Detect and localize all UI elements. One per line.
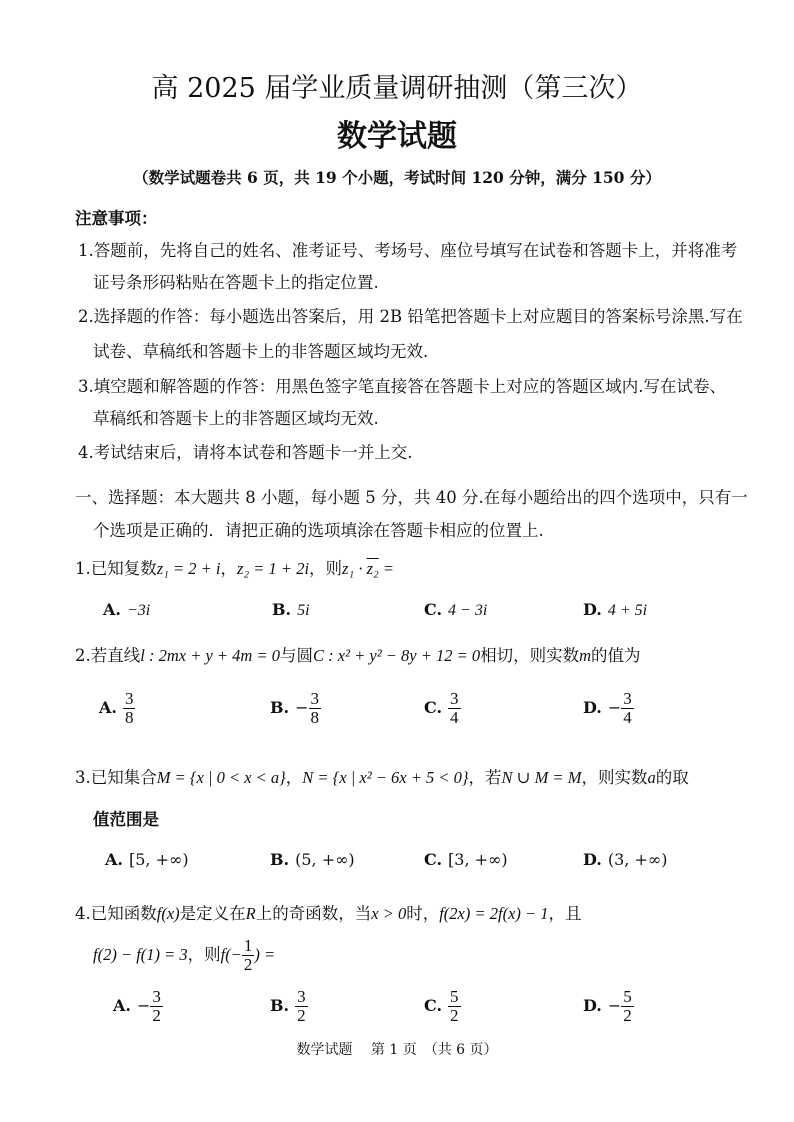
fraction-den: 2 xyxy=(297,1005,306,1025)
q1-option-b xyxy=(272,600,310,620)
option-fraction xyxy=(448,988,461,1025)
q1-prefix: 1.已知复数 xyxy=(75,559,157,578)
option-fraction xyxy=(309,690,322,727)
q1-option-a xyxy=(103,600,150,620)
fraction-num: 3 xyxy=(152,987,161,1006)
note-line: 证号条形码粘贴在答题卡上的指定位置. xyxy=(93,273,379,292)
q4-cond: x > 0 xyxy=(371,904,407,923)
note-line: 1.答题前，先将自己的姓名、准考证号、考场号、座位号填写在试卷和答题卡上，并将准考 xyxy=(78,241,738,260)
question-1 xyxy=(75,555,394,579)
q2-option-a xyxy=(99,690,135,727)
q4-option-b xyxy=(270,988,308,1025)
q3-then: ，则实数 xyxy=(581,768,648,787)
q2-var: m xyxy=(579,646,592,665)
option-label: C. xyxy=(424,697,443,717)
option-label: A. xyxy=(103,600,121,619)
note-line: 3.填空题和解答题的作答：用黑色签字笔直接答在答题卡上对应的答题区域内.写在试卷、 xyxy=(78,377,726,396)
q3-cond-pre: ，若 xyxy=(468,768,502,787)
option-text: [3, +∞) xyxy=(448,850,508,869)
fraction-num: 5 xyxy=(450,987,459,1006)
q2-suffix: 相切，则实数 xyxy=(480,646,580,665)
option-fraction xyxy=(621,690,634,727)
q2-option-d xyxy=(583,690,634,727)
page-footer: 数学试题 第 1 页 （共 6 页） xyxy=(296,1042,498,1058)
q4-fx: f(x) xyxy=(156,904,180,923)
option-label: D. xyxy=(583,850,602,869)
q4-mid2: 上的奇函数，当 xyxy=(255,904,372,923)
fraction-den: 4 xyxy=(623,707,632,727)
q4-domain: R xyxy=(245,904,256,923)
option-label: D. xyxy=(583,600,602,619)
q1-option-d xyxy=(583,600,647,620)
fraction-den: 2 xyxy=(243,954,253,974)
option-label: B. xyxy=(272,600,292,619)
section-heading: 一、选择题：本大题共 8 小题，每小题 5 分，共 40 分.在每小题给出的四个选项中，只有一 xyxy=(75,488,748,507)
question-3 xyxy=(75,764,689,788)
q3-end: 的取 xyxy=(655,768,689,787)
q3-sep: ， xyxy=(285,768,303,787)
fraction-den: 2 xyxy=(152,1005,161,1025)
q2-circle-eq: C : x² + y² − 8y + 12 = 0 xyxy=(312,646,481,665)
fraction-den: 4 xyxy=(450,707,459,727)
q1-sep: ， xyxy=(220,559,238,578)
note-line: 草稿纸和答题卡上的非答题区域均无效. xyxy=(93,409,379,428)
q3-option-d xyxy=(583,850,667,869)
q4-ask-a: f(− xyxy=(220,944,242,964)
q3-option-b xyxy=(270,850,355,869)
option-label: B. xyxy=(270,995,290,1015)
fraction-den: 2 xyxy=(450,1005,459,1025)
option-label: C. xyxy=(424,995,443,1015)
question-4 xyxy=(75,900,582,924)
notes-heading: 注意事项： xyxy=(75,209,158,228)
q1-z1: z₁ = 2 + i xyxy=(156,559,221,578)
q4-half-fraction xyxy=(242,937,255,974)
option-sign: − xyxy=(607,995,622,1015)
q3-line2: 值范围是 xyxy=(93,810,159,829)
option-text: −3i xyxy=(126,602,151,619)
option-sign: − xyxy=(136,995,151,1015)
q1-z2: z₂ = 1 + 2i xyxy=(237,559,310,578)
q2-option-b xyxy=(270,690,321,727)
note-line: 试卷、草稿纸和答题卡上的非答题区域均无效. xyxy=(93,342,429,361)
exam-subtitle: 数学试题 xyxy=(337,119,457,154)
q4-option-c xyxy=(424,988,461,1025)
fraction-num: 3 xyxy=(623,689,632,708)
q3-option-c xyxy=(424,850,508,869)
fraction-num: 3 xyxy=(124,689,134,708)
q4-given: f(2) − f(1) = 3 xyxy=(93,944,188,964)
q3-cond: N ∪ M = M xyxy=(501,768,582,787)
q1-expr-conj: z₂ xyxy=(366,559,379,578)
fraction-den: 8 xyxy=(124,707,134,727)
q4-mid3: 时， xyxy=(406,904,440,923)
option-fraction xyxy=(621,988,634,1025)
option-text: 4 − 3i xyxy=(448,602,488,619)
q3-set-m: M = {x | 0 < x < a} xyxy=(156,768,286,787)
q4-mid1: 是定义在 xyxy=(179,904,246,923)
section-heading-cont: 个选项是正确的．请把正确的选项填涂在答题卡相应的位置上. xyxy=(93,521,544,540)
exam-title: 高 2025 届学业质量调研抽测（第三次） xyxy=(151,73,643,104)
q1-expr-c: = xyxy=(378,559,395,578)
fraction-num: 1 xyxy=(243,936,253,955)
option-label: A. xyxy=(113,995,131,1015)
exam-info: （数学试题卷共 6 页，共 19 个小题，考试时间 120 分钟，满分 150 分） xyxy=(133,168,661,187)
option-label: B. xyxy=(270,850,290,869)
q3-option-a xyxy=(105,850,189,869)
q4-then: ，则 xyxy=(187,944,221,964)
q2-mid: 与圆 xyxy=(279,646,313,665)
fraction-den: 8 xyxy=(310,707,319,727)
option-fraction xyxy=(123,690,136,727)
fraction-den: 2 xyxy=(623,1005,632,1025)
option-text: (3, +∞) xyxy=(607,850,668,869)
option-text: (5, +∞) xyxy=(295,850,355,869)
fraction-num: 3 xyxy=(310,689,319,708)
q4-relation: f(2x) = 2f(x) − 1 xyxy=(439,904,549,923)
option-fraction xyxy=(295,988,308,1025)
q4-ask-b: ) = xyxy=(254,944,276,964)
option-label: C. xyxy=(424,600,443,619)
option-sign: − xyxy=(607,697,622,717)
q4-prefix: 4.已知函数 xyxy=(75,904,157,923)
q2-option-c xyxy=(424,690,461,727)
question-2 xyxy=(75,642,641,666)
option-fraction xyxy=(150,988,163,1025)
option-text: 5i xyxy=(297,602,310,619)
q2-prefix: 2.若直线 xyxy=(75,646,141,665)
q3-set-n: N = {x | x² − 6x + 5 < 0} xyxy=(302,768,469,787)
option-label: D. xyxy=(583,995,602,1015)
q1-expr-a: z₁ · xyxy=(342,559,367,578)
fraction-num: 3 xyxy=(450,689,459,708)
q2-line-eq: l : 2mx + y + 4m = 0 xyxy=(140,646,280,665)
option-label: B. xyxy=(270,697,290,717)
q4-end: ，且 xyxy=(548,904,582,923)
q1-then: ，则 xyxy=(309,559,343,578)
option-sign: − xyxy=(295,697,309,717)
option-label: C. xyxy=(424,850,443,869)
q4-option-d xyxy=(583,988,634,1025)
option-fraction xyxy=(448,690,461,727)
option-text: [5, +∞) xyxy=(128,850,189,869)
q3-var: a xyxy=(647,768,656,787)
note-line: 2.选择题的作答：每小题选出答案后，用 2B 铅笔把答题卡上对应题目的答案标号涂黑.写在 xyxy=(78,307,743,326)
q4-option-a xyxy=(113,988,163,1025)
fraction-num: 5 xyxy=(623,987,632,1006)
fraction-num: 3 xyxy=(297,987,306,1006)
option-text: 4 + 5i xyxy=(607,602,648,619)
option-label: A. xyxy=(105,850,123,869)
note-line: 4.考试结束后，请将本试卷和答题卡一并上交. xyxy=(78,443,413,462)
option-label: A. xyxy=(99,697,117,717)
q4-line2 xyxy=(93,937,275,974)
q2-end: 的值为 xyxy=(591,646,641,665)
q3-prefix: 3.已知集合 xyxy=(75,768,157,787)
q1-option-c xyxy=(424,600,487,620)
option-label: D. xyxy=(583,697,602,717)
